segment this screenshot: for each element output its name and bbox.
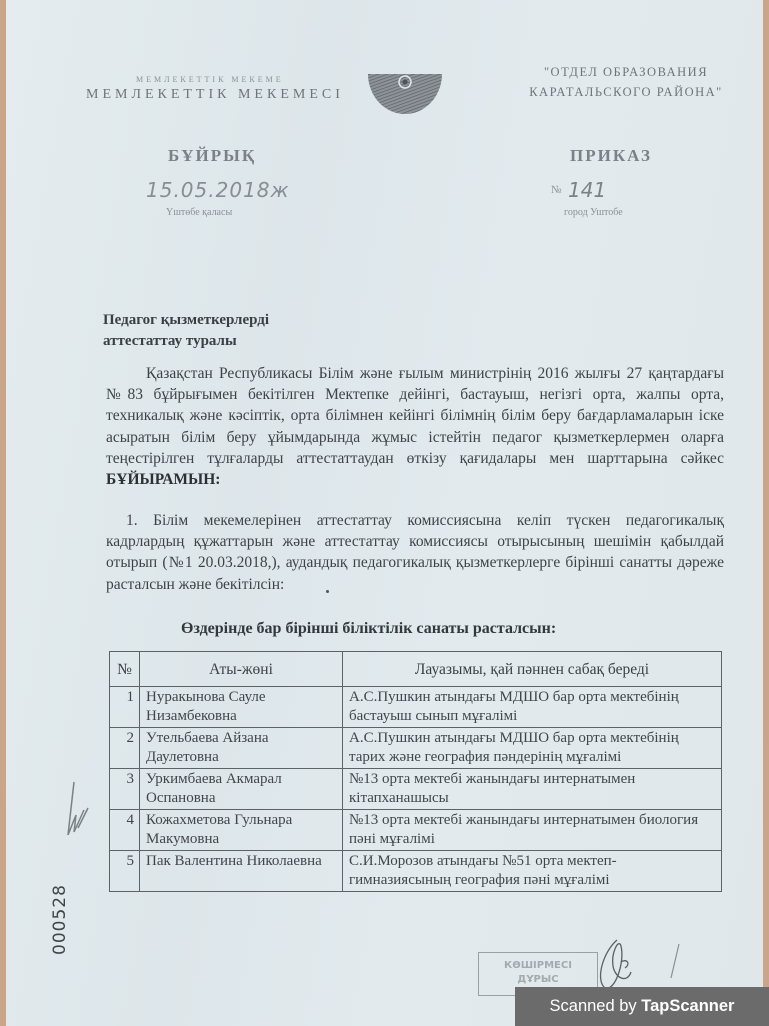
order-city-ru: город Уштобе bbox=[564, 207, 623, 218]
stamp-line1: КӨШІРМЕСІ bbox=[504, 960, 572, 971]
header-left-small: МЕМЛЕКЕТТІК МЕКЕМЕ bbox=[136, 75, 284, 84]
order-number: 141 bbox=[568, 178, 607, 202]
table-row bbox=[110, 810, 722, 851]
order-subject bbox=[103, 310, 269, 352]
table-title: Өздерінде бар бірінші біліктілік санаты расталсын: bbox=[181, 620, 557, 637]
table-row bbox=[110, 687, 722, 728]
row-number: 5 bbox=[110, 851, 140, 892]
row-name: Уркимбаева Акмарал Оспановна bbox=[140, 769, 343, 810]
signature bbox=[591, 932, 701, 994]
staff-table bbox=[109, 651, 722, 892]
stamp-line2: ДҰРЫС bbox=[517, 974, 559, 985]
preamble-paragraph bbox=[106, 363, 724, 490]
kazakhstan-emblem-icon bbox=[366, 72, 444, 122]
row-number: 4 bbox=[110, 810, 140, 851]
ink-dot bbox=[326, 590, 329, 593]
row-number: 3 bbox=[110, 769, 140, 810]
row-position: №13 орта мектебі жанындағы интернатымен биология пәні мұғалімі bbox=[343, 810, 722, 851]
header-right-department bbox=[521, 62, 731, 102]
item1-text: 1. Білім мекемелерінен аттестаттау комиссиясына келіп түскен педагогикалық кадрлардың құжаттарын және аттестаттау комиссиясы отырысының шешімін қабылдай отырып (№1 20.03.2018,), аудандық педагогикалық қызметкерлерге бірінші санатты дәреже расталсын және бекітілсін: bbox=[106, 512, 724, 593]
header-left-institution: МЕМЛЕКЕТТІК МЕКЕМЕСІ bbox=[86, 87, 344, 102]
row-position: А.С.Пушкин атындағы МДШО бар орта мектебінің бастауыш сынып мұғалімі bbox=[343, 687, 722, 728]
handwritten-initials-mark bbox=[64, 780, 94, 840]
table-row bbox=[110, 769, 722, 810]
document-page bbox=[6, 0, 763, 1026]
row-name: Кожахметова Гульнара Макумовна bbox=[140, 810, 343, 851]
table-header-row bbox=[110, 652, 722, 687]
header-right-line1: "ОТДЕЛ ОБРАЗОВАНИЯ bbox=[543, 65, 709, 79]
row-name: Утельбаева Айзана Даулетовна bbox=[140, 728, 343, 769]
row-position: С.И.Морозов атындағы №51 орта мектеп-гимназиясының география пәні мұғалімі bbox=[343, 851, 722, 892]
subject-line2: аттестаттау туралы bbox=[103, 333, 237, 349]
table-row bbox=[110, 728, 722, 769]
watermark-prefix: Scanned by bbox=[549, 997, 642, 1015]
order-title-ru: ПРИКАЗ bbox=[570, 146, 652, 165]
row-name: Пак Валентина Николаевна bbox=[140, 851, 343, 892]
header-name: Аты-жөні bbox=[140, 652, 343, 687]
header-number: № bbox=[110, 652, 140, 687]
row-position: А.С.Пушкин атындағы МДШО бар орта мектебінің тарих және география пәндерінің мұғалімі bbox=[343, 728, 722, 769]
serial-number: 000528 bbox=[50, 884, 70, 955]
preamble-text: Қазақстан Республикасы Білім және ғылым министрінің 2016 жылғы 27 қаңтардағы №83 бұйрығымен бекітілген Мектепке дейінгі, бастауыш, негізгі орта, жалпы орта, техникалық және кәсіптік, орта білімнен кейінгі білімнің білім беру бағдарламаларын іске асыратын білім беру ұйымдарында жұмыс істейтін педагог қызметкерлермен оларға теңестірілген тұлғаларды аттестаттаудан өткізу қағидалары мен шарттарына сәйкес bbox=[106, 365, 724, 467]
order-word: БҰЙЫРАМЫН: bbox=[106, 471, 221, 489]
row-number: 1 bbox=[110, 687, 140, 728]
header-position: Лауазымы, қай пәннен сабақ береді bbox=[343, 652, 722, 687]
order-date: 15.05.2018ж bbox=[146, 178, 290, 202]
order-number-label: № bbox=[551, 184, 562, 196]
row-position: №13 орта мектебі жанындағы интернатымен кітапханашысы bbox=[343, 769, 722, 810]
table-row bbox=[110, 851, 722, 892]
watermark-brand: TapScanner bbox=[641, 997, 735, 1015]
order-city-kz: Үштөбе қаласы bbox=[166, 207, 233, 218]
header-right-line2: КАРАТАЛЬСКОГО РАЙОНА" bbox=[529, 85, 723, 99]
order-item-1 bbox=[106, 510, 724, 595]
subject-line1: Педагог қызметкерлерді bbox=[103, 312, 269, 328]
row-number: 2 bbox=[110, 728, 140, 769]
scanner-watermark bbox=[515, 987, 769, 1026]
order-title-kz: БҰЙРЫҚ bbox=[168, 146, 257, 165]
row-name: Нуракынова Сауле Низамбековна bbox=[140, 687, 343, 728]
